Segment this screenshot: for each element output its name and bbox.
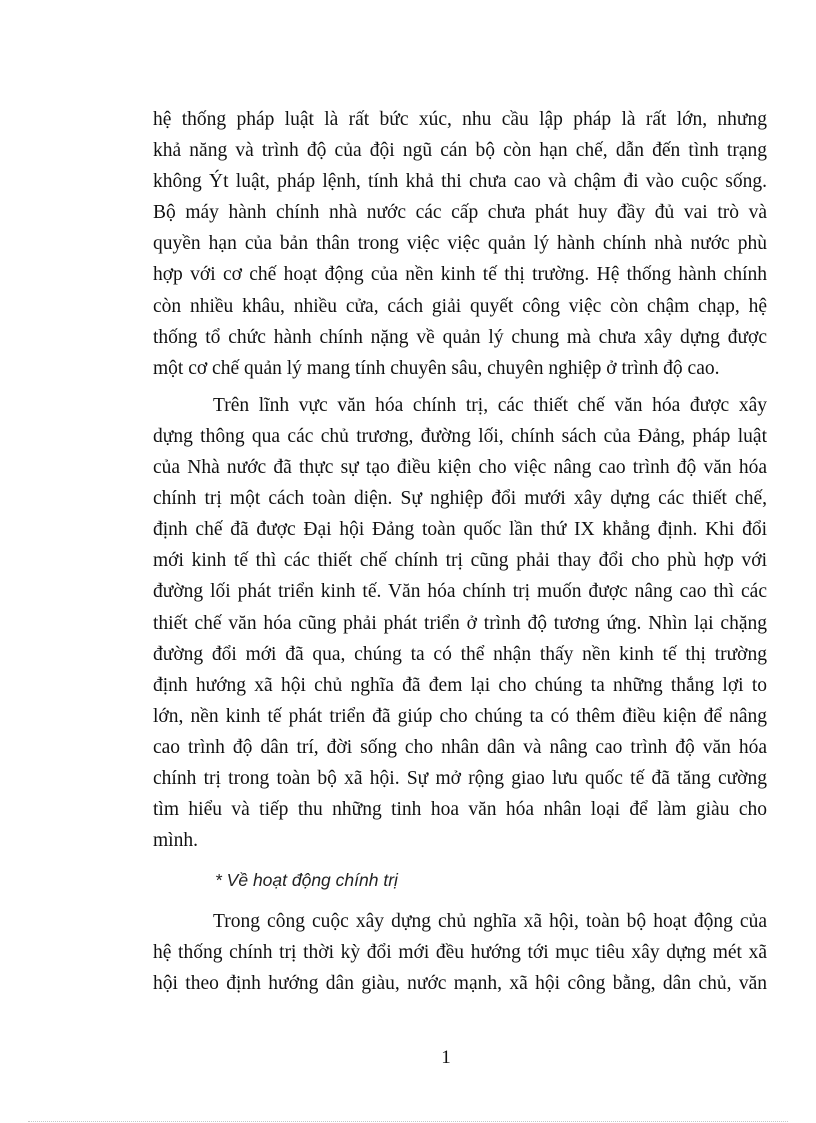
- text-line: thiết chế văn hóa cũng phải phát triển ở trình độ tương ứng. Nhìn lại chặng: [153, 612, 767, 634]
- text-line: một cơ chế quản lý mang tính chuyên sâu, chuyên nghiệp ở trình độ cao.: [153, 357, 720, 379]
- text-line: định hướng xã hội chủ nghĩa đã đem lại cho chúng ta những thắng lợi to: [153, 674, 767, 696]
- paragraph-political-activity: [153, 906, 767, 999]
- paragraph-spacer: [153, 896, 767, 906]
- text-line: Trên lĩnh vực văn hóa chính trị, các thiết chế văn hóa được xây: [213, 394, 767, 416]
- text-line: còn nhiều khâu, nhiều cửa, cách giải quyết công việc còn chậm chạp, hệ: [153, 295, 767, 317]
- section-heading: * Về hoạt động chính trị: [215, 870, 398, 891]
- text-line: lớn, nền kinh tế phát triển đã giúp cho chúng ta có thêm điều kiện để nâng: [153, 705, 767, 727]
- text-line: thống tổ chức hành chính nặng về quản lý chung mà chưa xây dựng được: [153, 326, 767, 348]
- text-line: chính trị trong toàn bộ xã hội. Sự mở rộng giao lưu quốc tế đã tăng cường: [153, 767, 767, 789]
- text-line: hệ thống chính trị thời kỳ đổi mới đều hướng tới mục tiêu xây dựng mét xã: [153, 942, 767, 964]
- text-line: của Nhà nước đã thực sự tạo điều kiện cho việc nâng cao trình độ văn hóa: [153, 457, 767, 479]
- text-line: dựng thông qua các chủ trương, đường lối, chính sách của Đảng, pháp luật: [153, 425, 767, 447]
- text-line: mới kinh tế thì các thiết chế chính trị cũng phải thay đổi cho phù hợp với: [153, 550, 767, 572]
- document-body: [153, 104, 767, 1000]
- text-line: định chế đã được Đại hội Đảng toàn quốc lần thứ IX khẳng định. Khi đổi: [153, 519, 767, 541]
- text-line: Bộ máy hành chính nhà nước các cấp chưa phát huy đầy đủ vai trò và: [153, 202, 767, 224]
- text-line: hợp với cơ chế hoạt động của nền kinh tế thị trường. Hệ thống hành chính: [153, 264, 767, 286]
- text-line: mình.: [153, 830, 198, 852]
- text-line: tìm hiểu và tiếp thu những tinh hoa văn hóa nhân loại để làm giàu cho: [153, 799, 767, 821]
- paragraph-spacer: [153, 856, 767, 865]
- text-line: Trong công cuộc xây dựng chủ nghĩa xã hội, toàn bộ hoạt động của: [213, 911, 767, 933]
- text-line: hệ thống pháp luật là rất bức xúc, nhu cầu lập pháp là rất lớn, nhưng: [153, 109, 767, 130]
- text-line: chính trị một cách toàn diện. Sự nghiệp đổi mưới xây dựng các thiết chế,: [153, 488, 767, 510]
- text-line: không Ýt luật, pháp lệnh, tính khả thi chưa cao và chậm đi vào cuộc sống.: [153, 171, 767, 193]
- page-bottom-divider: [28, 1121, 788, 1122]
- paragraph-legal-system: [153, 104, 767, 384]
- text-line: cao trình độ dân trí, đời sống cho nhân dân và nâng cao trình độ văn hóa: [153, 736, 767, 758]
- paragraph-political-culture: [153, 390, 767, 856]
- text-line: đường lối phát triển kinh tế. Văn hóa chính trị muốn được nâng cao thì các: [153, 581, 767, 603]
- page-number: 1: [441, 1047, 451, 1068]
- text-line: hội theo định hướng dân giàu, nước mạnh, xã hội công bằng, dân chủ, văn: [153, 973, 767, 995]
- text-line: đường đổi mới đã qua, chúng ta có thể nhận thấy nền kinh tế thị trường: [153, 643, 767, 665]
- text-line: khả năng và trình độ của đội ngũ cán bộ còn hạn chế, dẫn đến tình trạng: [153, 140, 767, 162]
- text-line: quyền hạn của bản thân trong việc việc quản lý hành chính nhà nước phù: [153, 233, 767, 255]
